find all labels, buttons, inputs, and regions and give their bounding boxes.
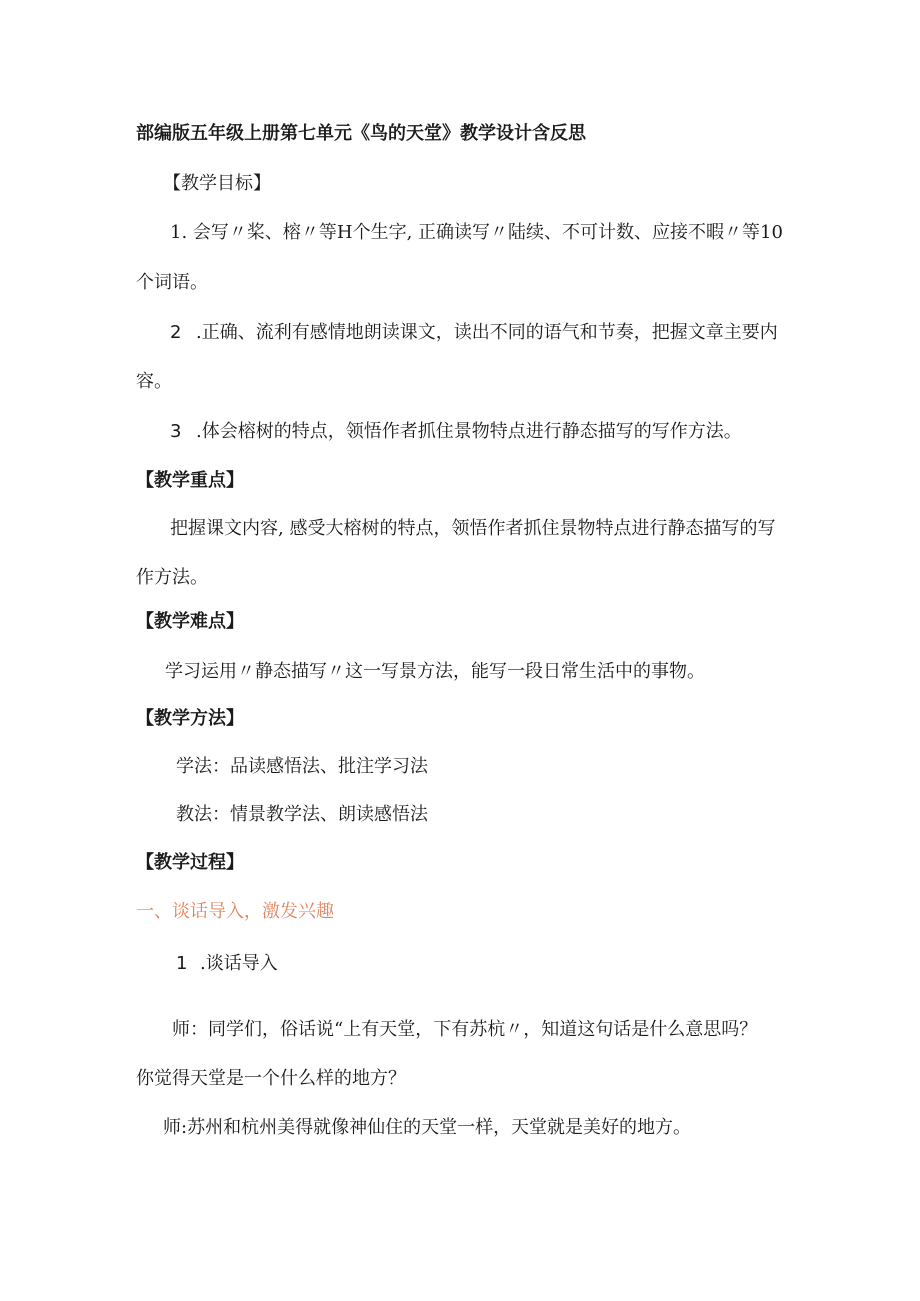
key-points-heading: 【教学重点】 xyxy=(136,470,244,491)
document-title: 部编版五年级上册第七单元《鸟的天堂》教学设计含反思 xyxy=(136,123,586,144)
goal-2-line-1: .正确、流利有感情地朗读课文，读出不同的语气和节奏，把握文章主要内 xyxy=(196,322,778,343)
key-points-line-2: 作方法。 xyxy=(136,567,208,588)
difficulties-heading: 【教学难点】 xyxy=(136,611,244,632)
goal-1-line-2: 个词语。 xyxy=(136,272,208,293)
process-heading: 【教学过程】 xyxy=(136,852,244,873)
goal-3-line-1: .体会榕树的特点，领悟作者抓住景物特点进行静态描写的写作方法。 xyxy=(196,421,742,442)
teacher-line-2: 你觉得天堂是一个什么样的地方？ xyxy=(136,1068,406,1089)
teacher-line-1: 师：同学们，俗话说“上有天堂，下有苏杭〃，知道这句话是什么意思吗？ xyxy=(172,1019,758,1040)
goal-2-number: 2 xyxy=(170,322,182,343)
difficulties-line-1: 学习运用〃静态描写〃这一写景方法，能写一段日常生活中的事物。 xyxy=(165,661,705,682)
study-method: 学法：品读感悟法、批注学习法 xyxy=(176,756,428,777)
goal-3-number: 3 xyxy=(170,421,182,442)
step-1-label: .谈话导入 xyxy=(200,953,278,974)
teacher-line-3: 师:苏州和杭州美得就像神仙住的天堂一样，天堂就是美好的地方。 xyxy=(163,1117,692,1138)
step-1-number: 1 xyxy=(176,953,188,974)
teach-method: 教法：情景教学法、朗读感悟法 xyxy=(176,804,428,825)
goals-heading: 【教学目标】 xyxy=(163,173,271,194)
section-1-heading: 一、谈话导入，激发兴趣 xyxy=(136,901,334,922)
methods-heading: 【教学方法】 xyxy=(136,708,244,729)
goal-1-line-1: 1. 会写〃桨、榕〃等H个生字, 正确读写〃陆续、不可计数、应接不暇〃等10 xyxy=(170,222,783,243)
goal-2-line-2: 容。 xyxy=(136,371,172,392)
key-points-line-1: 把握课文内容, 感受大榕树的特点，领悟作者抓住景物特点进行静态描写的写 xyxy=(170,518,776,539)
